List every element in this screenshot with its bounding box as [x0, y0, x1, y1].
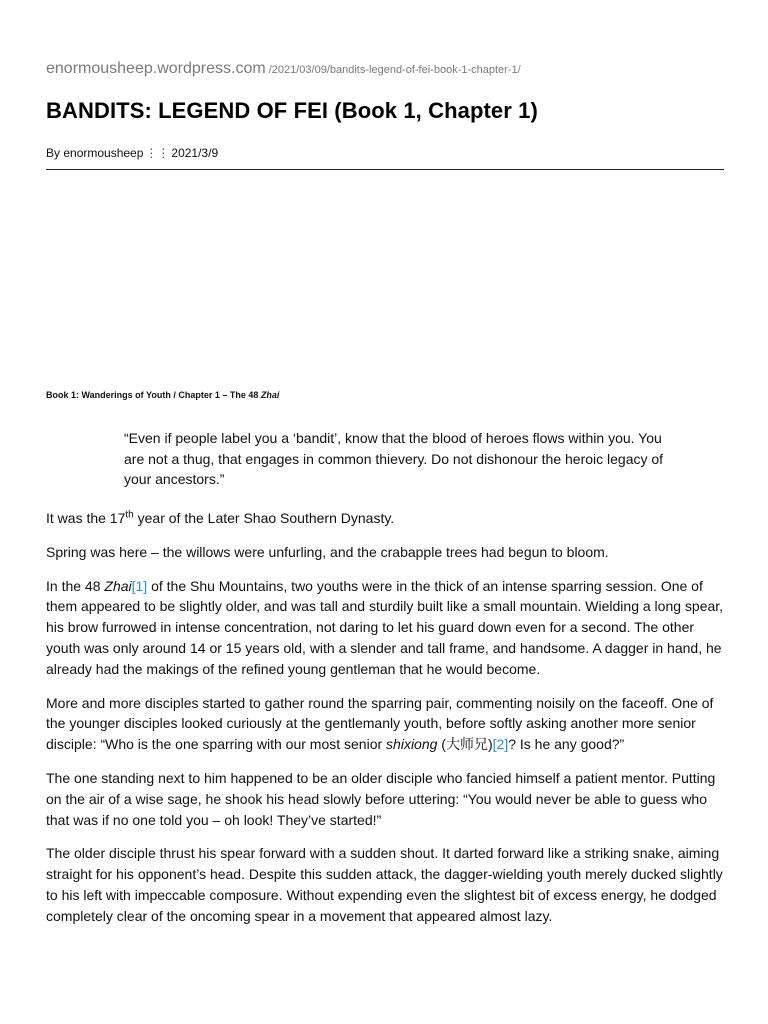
- paragraph-text: year of the Later Shao Southern Dynasty.: [133, 510, 395, 526]
- paragraph-4: [46, 693, 724, 755]
- chapter-heading-text: Book 1: Wanderings of Youth / Chapter 1 – The 48: [46, 390, 261, 400]
- chapter-heading-zhai: Zhai: [260, 390, 280, 400]
- paragraph-1: [46, 508, 724, 529]
- paragraph-3: [46, 576, 724, 680]
- page-title: BANDITS: LEGEND OF FEI (Book 1, Chapter 1): [46, 98, 538, 123]
- chinese-term: (大师兄): [437, 736, 493, 753]
- paragraph-text: In the 48: [46, 577, 105, 594]
- paragraph-2: Spring was here – the willows were unfurling, and the crabapple trees had begun to bloom.: [46, 543, 609, 560]
- paragraph-text: It was the 17: [46, 510, 126, 526]
- epigraph-quote: “Even if people label you a ‘bandit’, know that the blood of heroes flows within you. You are not a thug, that engages in common thievery. Do not dishonour the heroic legacy of your ancestors.”: [124, 430, 664, 487]
- paragraph-5: The one standing next to him happened to be an older disciple who fancied himself a patient mentor. Putting on the air of a wise sage, he shook his head slowly before uttering: “You would never be able to guess who that was if no one told you – oh look! They’ve started!”: [46, 769, 716, 828]
- paragraph-text: More and more disciples started to gather round the sparring pair, commenting noisily on the faceoff. One of the younger disciples looked curiously at the gentlemanly youth, before softly asking another more senior disciple: “Who is the one sparring with our most senior: [46, 694, 714, 753]
- byline-prefix: By: [46, 146, 64, 160]
- byline: [46, 146, 218, 160]
- paragraph-6: The older disciple thrust his spear forward with a sudden shout. It darted forward like a striking snake, aiming straight for his opponent’s head. Despite this sudden attack, the dagger-wielding youth merely ducked slightly to his left with impeccable composure. Without expending even the slightest bit of excess energy, he dodged completely clear of the oncoming spear in a movement that appeared almost lazy.: [46, 845, 723, 924]
- byline-separator-icon: ⋮⋮: [143, 146, 172, 160]
- paragraph-text: of the Shu Mountains, two youths were in the thick of an intense sparring session. One of them appeared to be slightly older, and was tall and sturdily built like a small mountain. Wielding a long spear, his brow furrowed in intense concentration, not daring to let his guard down even for a second. The other youth was only around 14 or 15 years old, with a slender and tall frame, and handsome. A dagger in hand, he already had the makings of the refined young gentleman that he would become.: [46, 577, 724, 677]
- source-url[interactable]: [46, 60, 521, 78]
- chapter-heading: [46, 390, 279, 400]
- term-shixiong: shixiong: [386, 736, 438, 753]
- author-name[interactable]: enormousheep: [63, 146, 144, 160]
- post-date: 2021/3/9: [171, 146, 219, 160]
- url-host[interactable]: enormousheep.wordpress.com: [46, 60, 266, 77]
- article-body: [46, 508, 724, 940]
- header-divider: [46, 169, 724, 170]
- ordinal-superscript: th: [125, 509, 134, 521]
- footnote-link-1[interactable]: [1]: [131, 577, 148, 594]
- url-path[interactable]: /2021/03/09/bandits-legend-of-fei-book-1-chapter-1/: [265, 64, 521, 76]
- footnote-link-2[interactable]: [2]: [492, 736, 509, 753]
- term-zhai: Zhai: [104, 577, 132, 594]
- paragraph-text: ? Is he any good?”: [508, 736, 625, 753]
